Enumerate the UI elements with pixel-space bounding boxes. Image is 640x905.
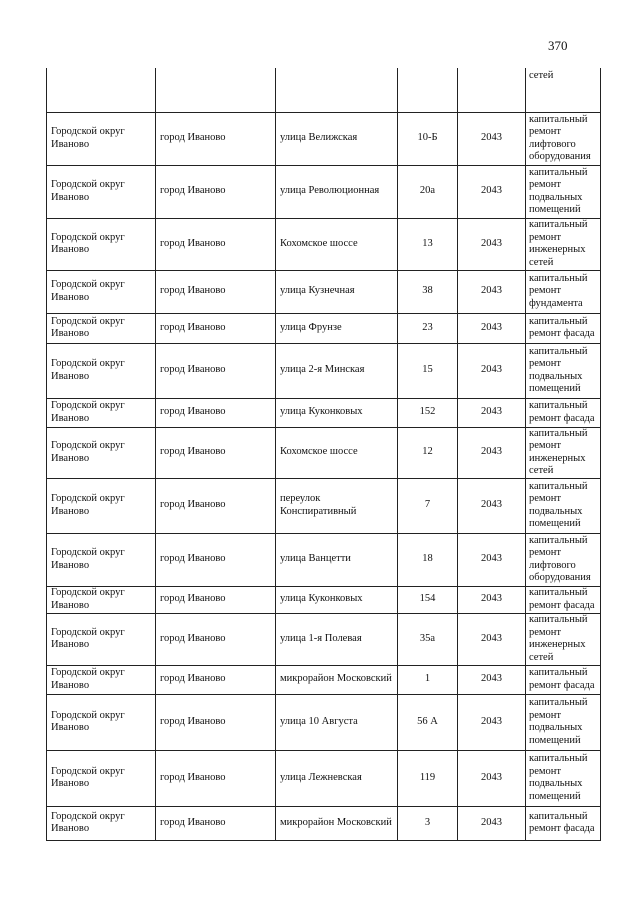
- cell-house: 1: [398, 665, 458, 694]
- cell-work: капитальный ремонт инженерных сетей: [526, 218, 601, 270]
- cell-work: капитальный ремонт фасада: [526, 806, 601, 840]
- table-row: [47, 533, 601, 586]
- cell-street: Кохомское шоссе: [276, 218, 398, 270]
- cell-work: капитальный ремонт подвальных помещений: [526, 694, 601, 750]
- cell-city: город Иваново: [156, 750, 276, 806]
- cell-year: 2043: [458, 533, 526, 586]
- cell-work: капитальный ремонт фасада: [526, 313, 601, 343]
- cell-year: 2043: [458, 478, 526, 533]
- table-row: [47, 613, 601, 665]
- cell-street: улица 1-я Полевая: [276, 613, 398, 665]
- cell-district: Городской округ Иваново: [47, 398, 156, 427]
- cell-district: Городской округ Иваново: [47, 165, 156, 218]
- cell-city: город Иваново: [156, 478, 276, 533]
- cell-district: Городской округ Иваново: [47, 218, 156, 270]
- cell-year: 2043: [458, 270, 526, 313]
- cell-district: Городской округ Иваново: [47, 343, 156, 398]
- cell-year: 2043: [458, 750, 526, 806]
- table-row: [47, 398, 601, 427]
- cell-street: улица Ванцетти: [276, 533, 398, 586]
- cell-house: 38: [398, 270, 458, 313]
- cell-house: 20а: [398, 165, 458, 218]
- cell-house: 152: [398, 398, 458, 427]
- cell-district: Городской округ Иваново: [47, 533, 156, 586]
- cell-year: 2043: [458, 613, 526, 665]
- cell-year: 2043: [458, 665, 526, 694]
- cell-street: улица Куконковых: [276, 398, 398, 427]
- cell-work: капитальный ремонт лифтового оборудования: [526, 533, 601, 586]
- table-row: [47, 750, 601, 806]
- cell-street: улица Куконковых: [276, 586, 398, 613]
- continued-row: [47, 68, 601, 112]
- cell-district: Городской округ Иваново: [47, 806, 156, 840]
- table-row: [47, 313, 601, 343]
- cell-city: город Иваново: [156, 112, 276, 165]
- cell-city: город Иваново: [156, 427, 276, 478]
- cell-city: город Иваново: [156, 218, 276, 270]
- cell-district: Городской округ Иваново: [47, 270, 156, 313]
- cell-city: город Иваново: [156, 165, 276, 218]
- cell-district: Городской округ Иваново: [47, 586, 156, 613]
- cell-work: капитальный ремонт фундамента: [526, 270, 601, 313]
- table-row: [47, 427, 601, 478]
- cell-city: город Иваново: [156, 313, 276, 343]
- page-number: 370: [548, 38, 568, 53]
- cell-street: микрорайон Московский: [276, 665, 398, 694]
- cell-year: 2043: [458, 218, 526, 270]
- cell-work: капитальный ремонт подвальных помещений: [526, 478, 601, 533]
- cell-district: Городской округ Иваново: [47, 112, 156, 165]
- cell-work: капитальный ремонт инженерных сетей: [526, 613, 601, 665]
- cell-work: капитальный ремонт подвальных помещений: [526, 750, 601, 806]
- cell-work: капитальный ремонт инженерных сетей: [526, 427, 601, 478]
- cell-city: город Иваново: [156, 665, 276, 694]
- cell-year: 2043: [458, 806, 526, 840]
- cell-district: Городской округ Иваново: [47, 313, 156, 343]
- cell-street: переулок Конспиративный: [276, 478, 398, 533]
- cell-work: капитальный ремонт фасада: [526, 665, 601, 694]
- table-row: [47, 478, 601, 533]
- cell-district: Городской округ Иваново: [47, 694, 156, 750]
- cell-year: 2043: [458, 313, 526, 343]
- cell-street: микрорайон Московский: [276, 806, 398, 840]
- cell-district: Городской округ Иваново: [47, 665, 156, 694]
- cell-year: 2043: [458, 427, 526, 478]
- cell-work: капитальный ремонт подвальных помещений: [526, 165, 601, 218]
- cell-work: капитальный ремонт лифтового оборудования: [526, 112, 601, 165]
- cell-house: 154: [398, 586, 458, 613]
- cell-year: 2043: [458, 112, 526, 165]
- cell-district: Городской округ Иваново: [47, 427, 156, 478]
- cell-city: город Иваново: [156, 613, 276, 665]
- table-row: [47, 112, 601, 165]
- cell-house: 15: [398, 343, 458, 398]
- cell-street: улица Кузнечная: [276, 270, 398, 313]
- cell-year: 2043: [458, 694, 526, 750]
- cell-street: улица Фрунзе: [276, 313, 398, 343]
- table-row: [47, 665, 601, 694]
- cell-city: город Иваново: [156, 694, 276, 750]
- cell-house: 18: [398, 533, 458, 586]
- cell-house: 56 А: [398, 694, 458, 750]
- table-row: [47, 218, 601, 270]
- cell-house: 3: [398, 806, 458, 840]
- cell-city: город Иваново: [156, 343, 276, 398]
- cell-house: 12: [398, 427, 458, 478]
- cell-district: Городской округ Иваново: [47, 750, 156, 806]
- cell-street: улица Лежневская: [276, 750, 398, 806]
- table-row: [47, 270, 601, 313]
- cell-city: город Иваново: [156, 270, 276, 313]
- cell-work: сетей: [526, 68, 601, 112]
- repair-schedule-table: [46, 68, 601, 841]
- table-row: [47, 165, 601, 218]
- cell-house: 23: [398, 313, 458, 343]
- cell-street: улица Велижская: [276, 112, 398, 165]
- table-row: [47, 343, 601, 398]
- cell-house: 10-Б: [398, 112, 458, 165]
- cell-street: улица Революционная: [276, 165, 398, 218]
- cell-year: 2043: [458, 586, 526, 613]
- table-row: [47, 586, 601, 613]
- cell-city: город Иваново: [156, 806, 276, 840]
- cell-work: капитальный ремонт фасада: [526, 586, 601, 613]
- cell-house: 13: [398, 218, 458, 270]
- cell-work: капитальный ремонт фасада: [526, 398, 601, 427]
- cell-city: город Иваново: [156, 533, 276, 586]
- table-row: [47, 806, 601, 840]
- cell-district: Городской округ Иваново: [47, 478, 156, 533]
- cell-street: улица 2-я Минская: [276, 343, 398, 398]
- cell-street: Кохомское шоссе: [276, 427, 398, 478]
- cell-house: 35а: [398, 613, 458, 665]
- cell-house: 7: [398, 478, 458, 533]
- cell-year: 2043: [458, 165, 526, 218]
- cell-district: Городской округ Иваново: [47, 613, 156, 665]
- cell-year: 2043: [458, 343, 526, 398]
- cell-city: город Иваново: [156, 586, 276, 613]
- cell-city: город Иваново: [156, 398, 276, 427]
- cell-street: улица 10 Августа: [276, 694, 398, 750]
- cell-work: капитальный ремонт подвальных помещений: [526, 343, 601, 398]
- cell-year: 2043: [458, 398, 526, 427]
- table-row: [47, 694, 601, 750]
- cell-house: 119: [398, 750, 458, 806]
